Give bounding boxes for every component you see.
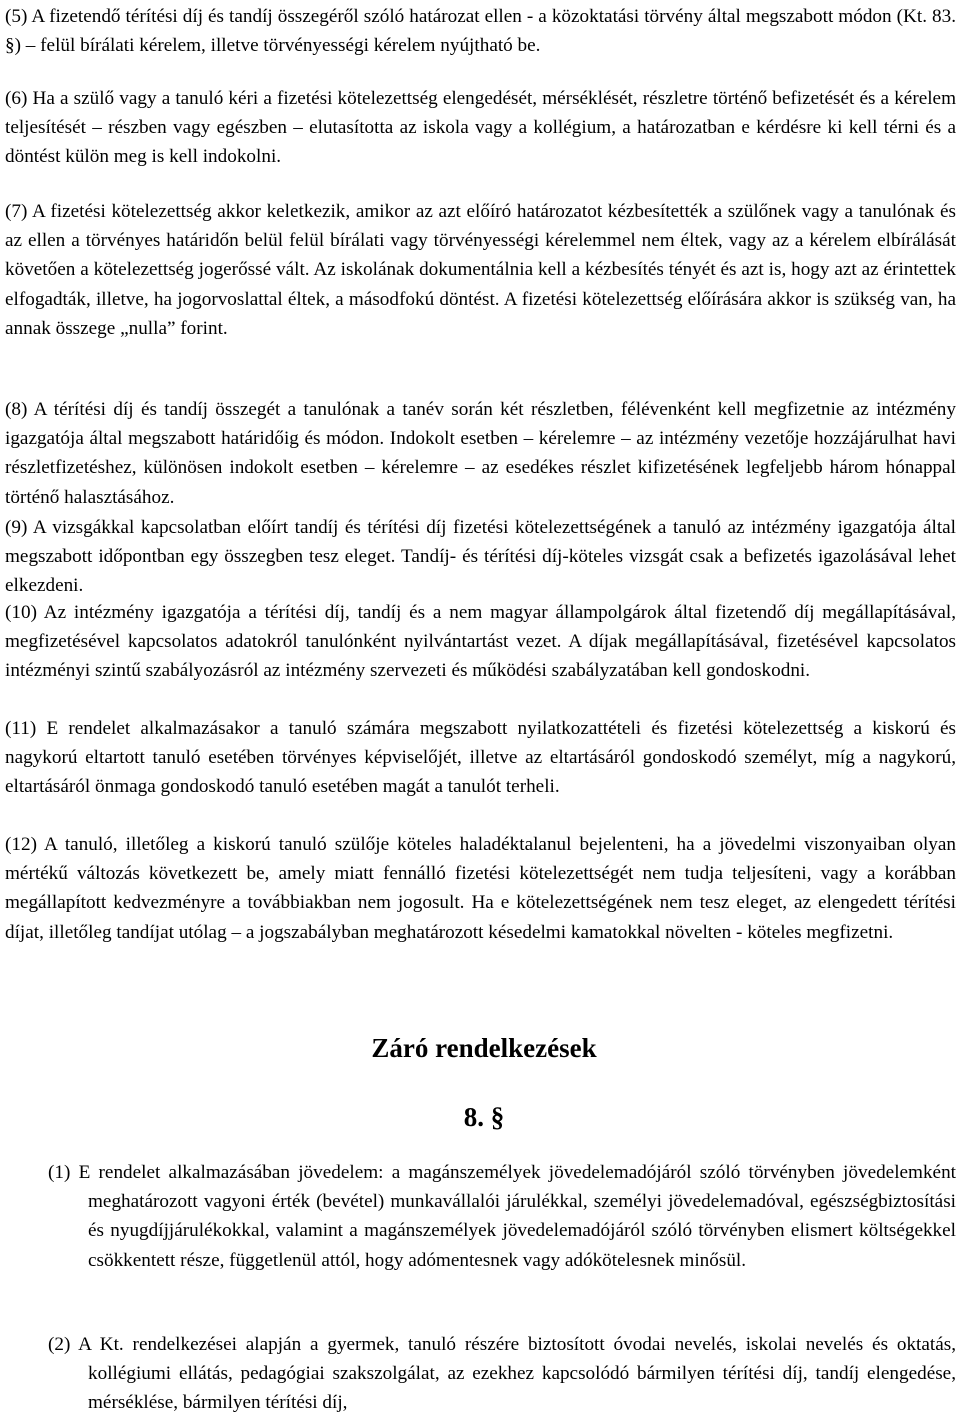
paragraph-12: (12) A tanuló, illetőleg a kiskorú tanuló szülője köteles haladéktalanul bejelenteni, ha a jövedelmi viszonyaiban olyan mértékű változás következett be, amely miatt fennálló fizetési kötelezettségét nem tudja teljesíteni, vagy a korábban megállapított kedvezményre a továbbiakban nem jogosult. Ha e kötelezettségének nem tesz eleget, az elengedett térítési díjat, illetőleg tandíjat utólag – a jogszabályban meghatározott késedelmi kamatokkal növelten - köteles megfizetni. (5, 834, 956, 943)
section-paragraph-2: (2) A Kt. rendelkezései alapján a gyermek, tanuló részére biztosított óvodai nevelés, iskolai nevelés és oktatás, kollégiumi ellátás, pedagógiai szakszolgálat, az ezekhez kapcsolódó bármilyen térítési díj, tandíj elengedése, mérséklése, bármilyen térítési díj, (48, 1334, 956, 1414)
section-title: Záró rendelkezések (371, 1033, 597, 1063)
paragraph-8: (8) A térítési díj és tandíj összegét a tanulónak a tanév során két részletben, félévenként kell megfizetnie az intézmény igazgatója által megszabott határidőig és módon. Indokolt esetben – kérelemre – az intézmény vezetője hozzájárulhat havi részletfizetéshez, különösen indokolt esetben – kérelemre – az esedékes részlet kifizetésének legfeljebb három hónappal történő halasztásához. (5, 399, 956, 508)
paragraph-10: (10) Az intézmény igazgatója a térítési díj, tandíj és a nem magyar állampolgárok által fizetendő díj megállapításával, megfizetésével kapcsolatos adatokról tanulónként nyilvántartást vezet. A díjak megállapításával, fizetésével kapcsolatos intézményi szintű szabályozásról az intézmény szervezeti és működési szabályzatában kell gondoskodni. (5, 602, 956, 682)
paragraph-6: (6) Ha a szülő vagy a tanuló kéri a fizetési kötelezettség elengedését, mérséklését, részletre történő befizetését és a kérelem teljesítését – részben vagy egészben – elutasította az iskola vagy a kollégium, a határozatban e kérdésre ki kell térni és a döntést külön meg is kell indokolni. (5, 88, 956, 168)
section-paragraph-1: (1) E rendelet alkalmazásában jövedelem: a magánszemélyek jövedelemadójáról szóló törvényben jövedelemként meghatározott vagyoni érték (bevétel) munkavállalói járulékkal, személyi jövedelemadóval, egészségbiztosítási és nyugdíjjárulékokkal, valamint a magánszemélyek jövedelemadójáról szóló törvényben elismert költségekkel csökkentett része, függetlenül attól, hogy adómentesnek vagy adókötelesnek minősül. (48, 1162, 956, 1271)
paragraph-7: (7) A fizetési kötelezettség akkor keletkezik, amikor az azt előíró határozatot kézbesítették a szülőnek vagy a tanulónak és az ellen a törvényes határidőn belül felül bírálati vagy törvényességi kérelemmel nem éltek, vagy az a kérelem elbírálását követően a kötelezettség jogerőssé vált. Az iskolának dokumentálnia kell a kézbesítés tényét és azt is, hogy azt az érintettek elfogadták, illetve, ha jogorvoslattal éltek, a másodfokú döntést. A fizetési kötelezettség előírására akkor is szükség van, ha annak összege „nulla” forint. (5, 201, 956, 339)
paragraph-9: (9) A vizsgákkal kapcsolatban előírt tandíj és térítési díj fizetési kötelezettségének a tanuló az intézmény igazgatója által megszabott időpontban egy összegben tesz eleget. Tandíj- és térítési díj-köteles vizsgát csak a befizetés igazolásával lehet elkezdeni. (5, 517, 956, 597)
section-number: 8. § (463, 1102, 505, 1132)
paragraph-11: (11) E rendelet alkalmazásakor a tanuló számára megszabott nyilatkozattételi és fizetési kötelezettség a kiskorú és nagykorú eltartott tanuló esetében törvényes képviselőjét, illetve az eltartásáról gondoskodó személyt, míg a nagykorú, eltartásáról önmaga gondoskodó tanuló esetében magát a tanulót terheli. (5, 718, 956, 798)
paragraph-5: (5) A fizetendő térítési díj és tandíj összegéről szóló határozat ellen - a közoktatási törvény által megszabott módon (Kt. 83. §) – felül bírálati kérelem, illetve törvényességi kérelem nyújtható be. (5, 6, 956, 57)
